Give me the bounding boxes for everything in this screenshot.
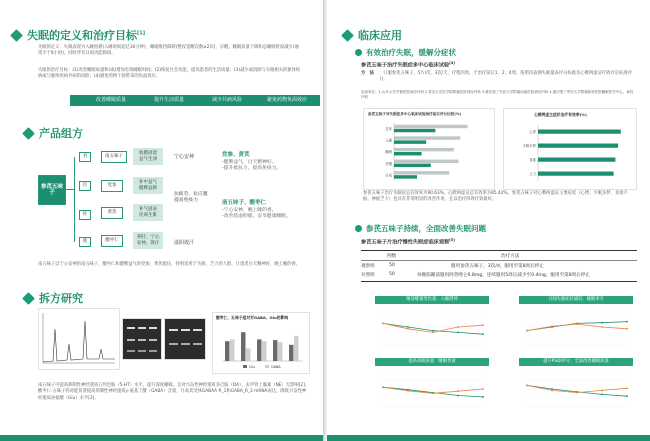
mini-chart-4-title: 提升PSQI评分：全面改善睡眠质量 [519, 358, 633, 366]
goal-3: 减少共病风险 [211, 97, 242, 103]
data-point [601, 390, 603, 392]
subsection-effective [355, 47, 456, 58]
clinical-result: 参芪五味子治疗失眠症总有效率为90.63%，心脾两虚证总有效率为85.42%。参芪五味子对心脾两虚证主要症状（心悸、少眠多梦、食欲不振、神疲乏力）也具有非常明显的改善作用，且以治疗四周疗效最好。 [363, 191, 628, 203]
bar [538, 130, 621, 134]
side-calm: 宁心安神 [174, 154, 195, 160]
data-point [457, 390, 459, 392]
goal-2: 提升生活质量 [153, 97, 184, 103]
definition-ref: [1] [137, 30, 146, 37]
right-page [327, 0, 650, 441]
left-footer-band [0, 435, 323, 441]
right-footer-band [327, 435, 650, 441]
legend-label: GABA [271, 364, 281, 369]
gaba-chart-card [212, 312, 310, 374]
mini-chart-4-plot [519, 358, 633, 413]
tick-label: 乏力 [529, 172, 536, 177]
legend-label: Glu [249, 364, 255, 369]
bar [246, 348, 251, 361]
bar [394, 175, 417, 178]
data-point [576, 392, 578, 394]
formula-title: 产品组方 [39, 127, 83, 140]
subsection-effective-title: 有效治疗失眠，缓解分症状 [366, 48, 456, 57]
bar [262, 341, 267, 361]
bar [294, 336, 299, 361]
mini-chart-1-title: 睡前哪量变化量：入睡潜伸 [375, 296, 489, 304]
role-zuo: 佐 [79, 210, 91, 220]
connector [66, 189, 74, 190]
side-herb-pair-2: 南五味子、酸枣仁 [222, 200, 267, 206]
bar [394, 148, 454, 151]
mini-chart-1-plot [375, 296, 489, 351]
data-point [407, 328, 409, 330]
subsection-persistent-title: 参芪五味子持续，全面改善失眠问题 [366, 224, 486, 233]
bar [241, 332, 246, 361]
tick-label: 心悸 [529, 130, 536, 135]
data-point [457, 395, 459, 397]
treatment-goal-text: 失眠的治疗目标：(1)改善睡眠质量和(或)增加有效睡眠时间；(2)恢复社会功能，提高患者的生活质量；(3)减少或消除与失眠相关的躯体疾病或与躯体疾病共病的风险；(4)避免药物干预带来的负面效应。 [38, 68, 301, 80]
bar [394, 160, 458, 163]
series-line [527, 385, 627, 396]
bar [538, 172, 614, 176]
mini-chart-3-plot [375, 358, 489, 413]
role-shi: 使 [79, 237, 91, 247]
clinical-title: 临床应用 [358, 29, 402, 42]
data-point [457, 326, 459, 328]
tick-label: 食欲 [529, 158, 536, 163]
tick-label: 早醒 [385, 161, 392, 166]
tick-label: 睡眠 [385, 150, 392, 155]
study1-title-text: 参芪五味子治疗失眠症多中心临床试验 [361, 62, 450, 69]
method-label: 方 法 [361, 71, 374, 76]
clinical-heading [343, 27, 402, 43]
data-point [626, 321, 628, 323]
table-row-2-group: 对照组 [361, 273, 375, 278]
score-chart-title: 参芪五味子对失眠症多中心临床试验治疗前后评分比较(%) [368, 112, 462, 116]
efficacy-chart-title: 心脾两虚主症状治疗有效率(%) [534, 112, 587, 117]
bar [273, 340, 278, 361]
tick-label: 总体 [385, 127, 392, 131]
data-point [626, 395, 628, 397]
bullet-icon [355, 225, 362, 232]
table-row-1-group: 观察组 [361, 264, 375, 269]
data-point [482, 333, 484, 335]
bar [225, 341, 230, 361]
mini-chart-2-title: 日间失眠症状减轻：睡眠率升 [519, 296, 633, 304]
side-anti-fatigue: 抗疲劳、抗应激 提高免疫力 [174, 192, 208, 204]
herb-wuweizi: 南五味子 [101, 151, 127, 163]
tick-label: 日间 [385, 173, 392, 178]
hplc-chromatogram [39, 309, 119, 369]
data-point [526, 385, 528, 387]
goal-1: 改善睡眠质量 [95, 97, 126, 103]
data-point [482, 324, 484, 326]
data-point [551, 325, 553, 327]
gaba-chart [213, 313, 309, 373]
data-point [526, 330, 528, 332]
bar [394, 140, 426, 143]
herb-suanzaoren: 酸枣仁 [101, 235, 123, 247]
role-chen: 臣 [79, 181, 91, 191]
legend-swatch [243, 365, 247, 368]
subsection-persistent [355, 223, 486, 234]
tick-label: 少眠多梦 [522, 144, 536, 149]
data-point [382, 323, 384, 325]
mini-chart-3-title: 提高高眠质量：睡眠香量 [375, 358, 489, 366]
study2-ref: [5] [449, 238, 455, 242]
data-point [407, 326, 409, 328]
study1-title [361, 61, 455, 69]
bar [394, 129, 435, 132]
bar [394, 152, 422, 155]
bullet-icon [355, 49, 362, 56]
gaba-chart-title: 酸枣仁、五味子组对对GABA、Glu的影响 [216, 315, 289, 320]
role-jun: 君 [79, 152, 91, 162]
research-title: 拆方研究 [39, 292, 83, 305]
bar [278, 342, 283, 361]
hexagon-icon [341, 29, 354, 42]
table-row-2-method: 每晚临睡前服用阿普唑仑0.8mg，连续服用5周后减少至0.4mg，服用至第8周后停止 [417, 273, 591, 278]
mini-chart-1 [375, 296, 489, 351]
mechanism-text: 南五味子可提高抑制性神经递质五羟色胺（5-HT）水平，提升深度睡眠。且对兴奋性神经递质多巴胺（DA）、去甲肾上腺素（NE）无影响[2]。酸枣仁-五味子药对能显著提高抑制性神经递质γ-氨基丁酸（GABA）含量，升高其受体GABAA R_1和GABA_R_2 mRNA表达，降低兴奋性神经递质谷氨酸（Glu）水平[3]。 [38, 383, 310, 401]
data-point [482, 388, 484, 390]
study2-title [361, 238, 455, 246]
side-nourish: 滋阴敛汗 [174, 240, 195, 246]
effect-suanzaoren: 养肝，宁心 安神，敛汗 [133, 232, 163, 249]
data-point [601, 322, 603, 324]
bar [394, 136, 460, 139]
score-chart-card [363, 108, 495, 190]
bar [538, 158, 615, 162]
hexagon-icon [22, 127, 35, 140]
mini-chart-3 [375, 358, 489, 413]
gel-bands-2 [165, 319, 205, 359]
gel-figure-1 [122, 318, 162, 360]
data-point [482, 396, 484, 398]
effect-wuweizi: 收摄固涩 益气生津 [133, 148, 163, 165]
data-point [382, 386, 384, 388]
left-page [0, 0, 323, 441]
bar [257, 339, 262, 361]
study2-title-text: 参芪五味子片治疗慢性失眠症临床观察 [361, 239, 450, 246]
table-head-n: 例数 [387, 254, 397, 259]
study1-ref: [4] [449, 61, 455, 65]
efficacy-chart-card [503, 108, 637, 190]
table-row-1-n: 50 [389, 263, 395, 268]
data-point [432, 392, 434, 394]
table-head-method: 治疗方法 [501, 254, 520, 259]
data-point [432, 330, 434, 332]
effect-dangshen: 补中益气 健脾益肺 [133, 177, 163, 194]
bar [230, 339, 235, 361]
table-rule [361, 281, 637, 282]
participating-units: 参加单位：1.山东大学齐鲁医院神经内科 2.青岛大学医学院附属医院神经内科 3.重庆第三军医大学附属西南医院神经内科 4.重庆第三军医大学附属新桥医院睡眠医学中心，神经内科 [361, 90, 634, 99]
bar [394, 171, 449, 174]
legend-swatch [265, 365, 269, 368]
mini-chart-4 [519, 358, 633, 413]
hexagon-icon [10, 29, 23, 42]
herb-huangqi: 黄芪 [101, 207, 123, 219]
table-row-1-method: 服用参芪五味子，3次/d，服用至第8周后停止 [451, 264, 544, 269]
research-heading [24, 290, 83, 306]
side-herb-pair-2-desc: -宁心安神，晚上睡的香。 -改善焦虑抑郁，安享健康睡眠。 [222, 208, 291, 220]
data-point [457, 332, 459, 334]
efficacy-chart [504, 109, 636, 189]
method-text: ：口服参芪五味子，5片/次，3次/天，疗程四周，于治疗前后1、2、4周，按照同表测失眠量表评分标准及心脾两虚证疗效评定标准评分。 [379, 71, 632, 83]
data-point [576, 323, 578, 325]
tick-label: 入睡 [385, 138, 392, 143]
definition-title: 失眠的定义和治疗目标 [27, 29, 137, 42]
connector [74, 157, 75, 242]
mini-chart-2 [519, 296, 633, 351]
core-formula-box: 参芪五味子 [38, 175, 66, 205]
bar [289, 345, 294, 361]
side-herb-pair-1-desc: -健脾益气，白天精神好。 -提升抵抗力，提高免疫力。 [222, 160, 282, 172]
data-point [601, 326, 603, 328]
score-chart [364, 109, 494, 189]
goal-4: 避免药物负面效应 [266, 97, 307, 103]
herb-dangshen: 党参 [101, 180, 123, 192]
data-point [432, 332, 434, 334]
mini-chart-2-plot [519, 296, 633, 351]
formula-summary: 南五味子以宁心安神的南五味子、酸枣仁和健脾益气的党参、黄芪配伍，特别适用于失眠、乏力的人群，让患者白天精神好，晚上睡的香。 [38, 262, 301, 267]
gel-bands-1 [123, 319, 161, 359]
hexagon-icon [22, 292, 35, 305]
formula-heading [24, 125, 83, 141]
data-point [551, 390, 553, 392]
bar [394, 125, 468, 128]
side-herb-pair-1: 党参、黄芪 [222, 152, 250, 158]
gel-figure-2 [164, 318, 206, 360]
definition-heading [12, 27, 145, 43]
effect-huangqi: 补气固表 托毒生肌 [133, 204, 163, 221]
insomnia-definition: 失眠的定义：失眠表现为入睡困难(入睡时间超过30分钟)、睡眠维持障碍(整夜觉醒次数≥2次)、早醒、睡眠质量下降和总睡眠时间减少(通常少于6小时)，同时伴有日间功能障碍。 [38, 45, 299, 57]
bar [394, 164, 431, 167]
hplc-figure [38, 308, 120, 370]
data-point [626, 328, 628, 330]
series-line [527, 324, 627, 331]
bar [538, 144, 618, 148]
data-point [601, 394, 603, 396]
study2-table [361, 250, 637, 286]
table-rule [361, 250, 637, 251]
table-row-2-n: 50 [389, 272, 395, 277]
data-point [407, 390, 409, 392]
data-point [626, 387, 628, 389]
